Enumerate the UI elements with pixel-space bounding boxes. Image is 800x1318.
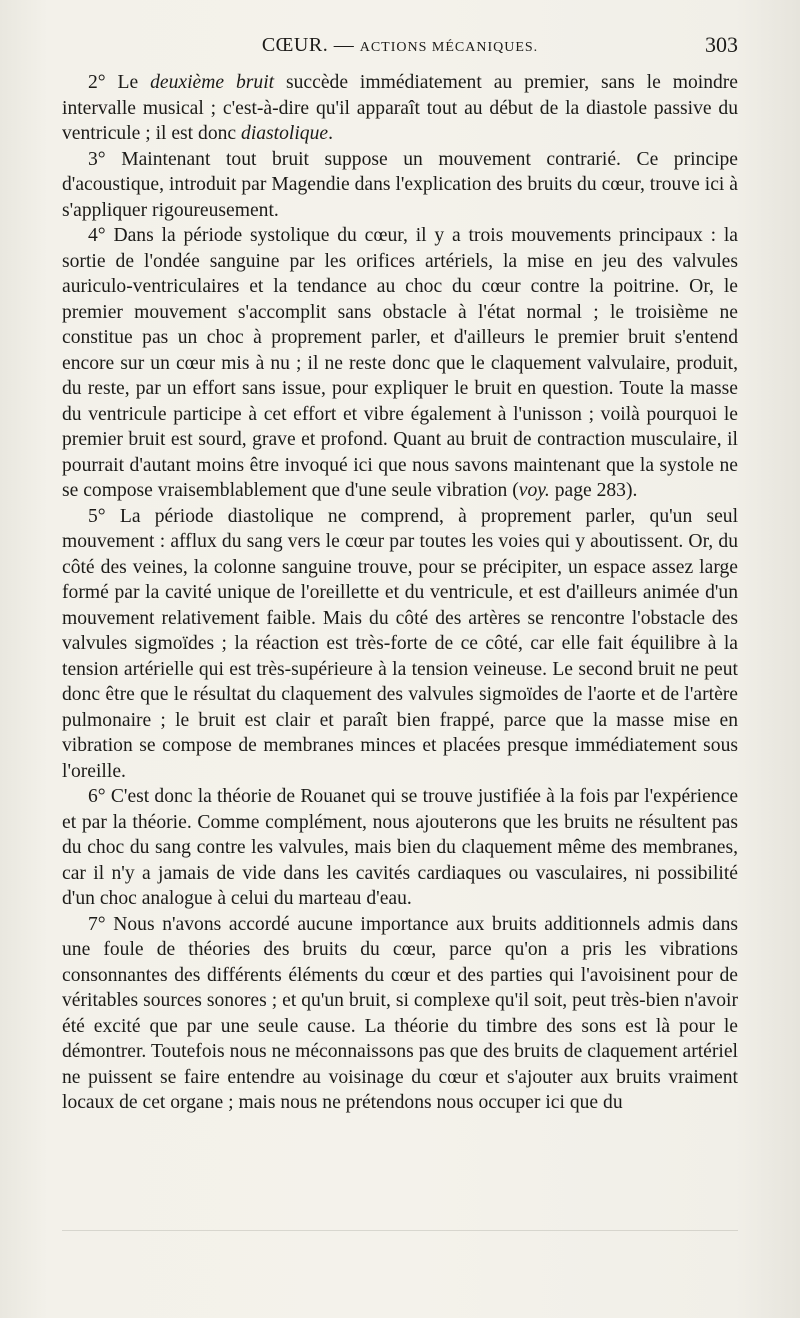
text-run: . — [328, 123, 334, 144]
bottom-divider — [62, 1230, 738, 1231]
italic-text: diastolique — [241, 123, 329, 144]
paragraph — [62, 147, 738, 224]
text-run: Dans la période systolique du cœur, il y a trois mouvements principaux : la sortie de l'ondée sanguine par les orifices artériels, la mise en jeu des valvules auriculo-ventriculaires et la tendance au choc du cœur contre la poitrine. Or, le premier mouvement s'accomplit sans obstacle à l'état normal ; le troisième ne constitue pas un choc à proprement parler, et d'ailleurs le premier bruit s'entend encore sur un cœur mis à nu ; il ne reste donc que le claquement valvulaire, produit, du reste, par un effort sans issue, pour expliquer le bruit en question. Toute la masse du ventricule participe à cet effort et vibre également à l'unisson ; voilà pourquoi le premier bruit est sourd, grave et profond. Quant au bruit de contraction musculaire, il pourrait d'autant moins être invoqué ici que nous savons maintenant que la systole ne se compose vraisemblablement que d'une seule vibration ( — [62, 225, 739, 501]
paragraph-number: 7° — [88, 913, 114, 935]
paragraph — [62, 70, 738, 147]
paragraph-number: 5° — [88, 505, 120, 527]
italic-text: voy. — [518, 480, 550, 501]
paragraph-number: 4° — [88, 225, 114, 246]
paragraph-number: 3° — [88, 148, 122, 170]
paragraph — [62, 223, 738, 504]
paragraph-number: 6° — [88, 786, 111, 807]
running-header — [62, 30, 738, 64]
italic-text: deuxième bruit — [150, 72, 275, 93]
page-number: 303 — [705, 32, 738, 57]
text-run: Le — [117, 72, 151, 93]
running-title-dash: — — [328, 34, 360, 56]
body-text — [62, 70, 738, 1116]
text-run: Nous n'avons accordé aucune importance aux bruits additionnels admis dans une foule de théories des bruits du cœur, parce qu'on a pris les vibrations consonnantes des différents éléments du cœur et des parties qui l'avoisinent pour de véritables sources sonores ; et qu'un bruit, si complexe qu'il soit, peut très-bien n'avoir été excité que par une seule cause. La théorie du timbre des sons est là pour le démontrer. Toutefois nous ne méconnaissons pas que des bruits de claquement artériel ne puissent se faire entendre au voisinage du cœur et s'ajouter aux bruits vraiment locaux de cet organe ; mais nous ne prétendons nous occuper ici que du — [62, 913, 738, 1113]
running-title — [62, 34, 738, 57]
paragraph-number: 2° — [88, 72, 118, 93]
text-run: Maintenant tout bruit suppose un mouvement contrarié. Ce principe d'acoustique, introduit par Magendie dans l'explication des bruits du cœur, trouve ici à s'appliquer rigoureusement. — [62, 148, 739, 221]
running-title-sub: ACTIONS MÉCANIQUES. — [359, 40, 539, 55]
text-run: C'est donc la théorie de Rouanet qui se trouve justifiée à la fois par l'expérience et par la théorie. Comme complément, nous ajouterons que les bruits ne résultent pas du choc du sang contre les valvules, mais bien du claquement même des membranes, car il n'y a jamais de vide dans les cavités cardiaques ou vasculaires, ni possibilité d'un choc analogue à celui du marteau d'eau. — [62, 786, 739, 909]
text-run: page 283). — [549, 480, 638, 501]
running-title-main: CŒUR. — [261, 34, 329, 56]
paragraph — [62, 504, 738, 785]
paragraph — [62, 784, 738, 912]
paragraph — [62, 912, 738, 1116]
text-run: succède immédiatement au premier, sans le moindre intervalle musical ; c'est-à-dire qu'il apparaît tout au début de la diastole passive du ventricule ; il est donc — [62, 72, 739, 144]
text-run: La période diastolique ne comprend, à proprement parler, qu'un seul mouvement : afflux du sang vers le cœur par toutes les voies qui y aboutissent. Or, du côté des veines, la colonne sanguine trouve, pour se précipiter, un espace assez large formé par la cavité unique de l'oreillette et du ventricule, et est d'ailleurs animée d'un mouvement relativement faible. Mais du côté des artères se rencontre l'obstacle des valvules sigmoïdes ; la réaction est très-forte de ce côté, car elle fait équilibre à la tension artérielle qui est très-supérieure à la tension veineuse. Le second bruit ne peut donc être que le résultat du claquement des valvules sigmoïdes de l'aorte et de l'artère pulmonaire ; le bruit est clair et paraît bien frappé, parce que la masse mise en vibration se compose de membranes minces et placées presque immédiatement sous l'oreille. — [62, 505, 739, 782]
